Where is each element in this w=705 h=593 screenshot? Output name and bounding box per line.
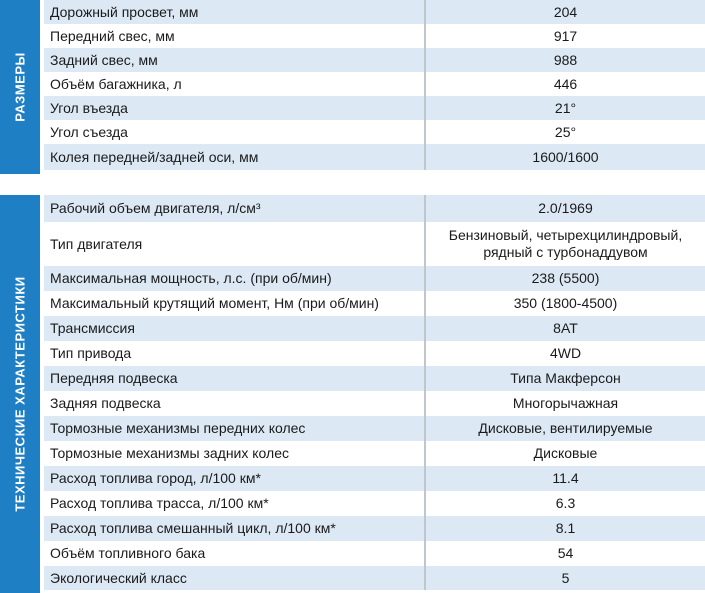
spec-row: [44, 96, 705, 120]
section-sidebar: [0, 0, 40, 174]
spec-label: Максимальный крутящий момент, Нм (при об/мин): [50, 295, 379, 311]
spec-row: [44, 416, 705, 441]
spec-label: Тормозные механизмы задних колес: [50, 445, 289, 461]
spec-row: [44, 541, 705, 566]
spec-value: 204: [553, 3, 578, 20]
spec-row: [44, 0, 705, 24]
spec-label: Трансмиссия: [50, 320, 135, 336]
spec-row: [44, 341, 705, 366]
section-sidebar: [0, 195, 40, 593]
spec-value: 21°: [554, 99, 577, 116]
spec-value: 11.4: [552, 470, 579, 486]
spec-label: Максимальная мощность, л.с. (при об/мин): [50, 270, 332, 286]
spec-value: 5: [561, 569, 570, 586]
spec-label: Объём багажника, л: [50, 75, 182, 92]
spec-label: Задняя подвеска: [50, 395, 161, 411]
spec-value: 8AT: [553, 320, 578, 336]
spec-label: Расход топлива трасса, л/100 км*: [50, 495, 269, 511]
spec-label: Тип привода: [50, 345, 132, 361]
spec-label: Передняя подвеска: [50, 370, 178, 386]
spec-value: Дисковые, вентилируемые: [478, 420, 653, 436]
spec-row: [44, 72, 705, 96]
spec-value: Бензиновый, четырехцилиндровый, рядный с турбонаддувом: [448, 227, 683, 260]
spec-row: [44, 466, 705, 491]
spec-value: 917: [553, 27, 578, 44]
spec-value: 988: [553, 51, 578, 68]
spec-value: 350 (1800-4500): [513, 295, 618, 311]
spec-label: Угол съезда: [50, 123, 128, 140]
section-gap: [0, 174, 705, 195]
section-title: ТЕХНИЧЕСКИЕ ХАРАКТЕРИСТИКИ: [12, 276, 28, 512]
spec-row: [44, 366, 705, 391]
spec-row: [44, 222, 705, 266]
spec-value: 2.0/1969: [538, 200, 593, 216]
section-technical: [0, 195, 705, 593]
spec-row: [44, 441, 705, 466]
spec-value: 25°: [554, 123, 577, 140]
section-title: РАЗМЕРЫ: [12, 52, 28, 122]
spec-row: [44, 120, 705, 144]
spec-value: 6.3: [555, 495, 576, 511]
spec-value: 54: [557, 545, 574, 561]
spec-value: 446: [553, 75, 578, 92]
spec-rows: [44, 195, 705, 593]
spec-row: [44, 24, 705, 48]
spec-value: 1600/1600: [532, 148, 599, 165]
spec-label: Угол въезда: [50, 99, 128, 116]
spec-row: [44, 491, 705, 516]
section-dimensions: [0, 0, 705, 174]
spec-row: [44, 316, 705, 341]
spec-label: Тормозные механизмы передних колес: [50, 420, 306, 436]
spec-rows: [44, 0, 705, 174]
spec-label: Колея передней/задней оси, мм: [50, 148, 259, 165]
spec-value: 8.1: [555, 520, 576, 536]
spec-label: Тип двигателя: [50, 235, 143, 252]
spec-row: [44, 48, 705, 72]
spec-label: Дорожный просвет, мм: [50, 3, 199, 20]
spec-value: Дисковые: [533, 445, 598, 461]
spec-row: [44, 516, 705, 541]
spec-label: Передний свес, мм: [50, 27, 175, 44]
spec-label: Объём топливного бака: [50, 545, 206, 561]
spec-label: Расход топлива смешанный цикл, л/100 км*: [50, 520, 336, 536]
spec-label: Рабочий объем двигателя, л/см³: [50, 200, 261, 216]
spec-label: Задний свес, мм: [50, 51, 158, 68]
spec-value: 4WD: [549, 345, 582, 361]
spec-label: Экологический класс: [50, 569, 187, 586]
spec-row: [44, 144, 705, 170]
spec-row: [44, 195, 705, 222]
spec-row: [44, 391, 705, 416]
spec-row: [44, 566, 705, 590]
spec-value: Типа Макферсон: [510, 370, 621, 386]
spec-value: Многорычажная: [512, 395, 619, 411]
spec-label: Расход топлива город, л/100 км*: [50, 470, 261, 486]
spec-value: 238 (5500): [531, 270, 600, 286]
spec-row: [44, 291, 705, 316]
spec-row: [44, 266, 705, 291]
